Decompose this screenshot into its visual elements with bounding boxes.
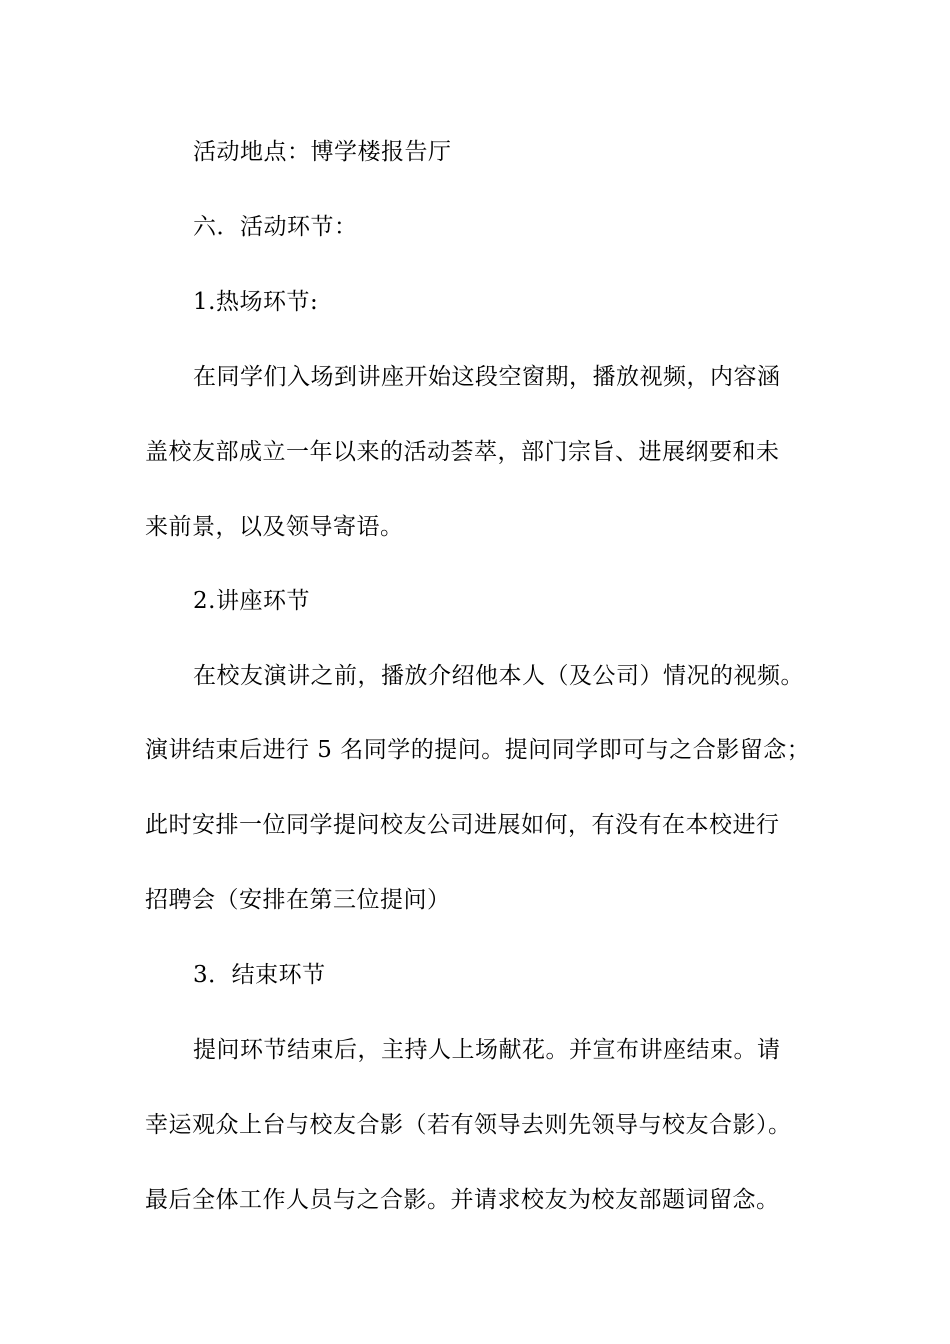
paragraph-warmup-line-1: 在同学们入场到讲座开始这段空窗期，播放视频，内容涵 [193,364,781,390]
subheading-warmup: 1.热场环节: [193,289,319,315]
paragraph-lecture-line-1: 在校友演讲之前，播放介绍他本人（及公司）情况的视频。 [193,663,804,689]
paragraph-warmup-line-3: 来前景，以及领导寄语。 [145,514,404,540]
paragraph-lecture-line-3: 此时安排一位同学提问校友公司进展如何，有没有在本校进行 [145,812,780,838]
subheading-closing: 3．结束环节 [193,962,326,988]
paragraph-lecture-line-4: 招聘会（安排在第三位提问） [145,887,451,913]
paragraph-closing-line-2: 幸运观众上台与校友合影（若有领导去则先领导与校友合影）。 [145,1112,792,1138]
section-heading-activity-steps: 六．活动环节： [193,214,358,240]
paragraph-closing-line-3: 最后全体工作人员与之合影。并请求校友为校友部题词留念。 [145,1187,780,1213]
venue-line: 活动地点：博学楼报告厅 [193,139,452,165]
paragraph-closing-line-1: 提问环节结束后，主持人上场献花。并宣布讲座结束。请 [193,1037,781,1063]
paragraph-warmup-line-2: 盖校友部成立一年以来的活动荟萃，部门宗旨、进展纲要和未 [145,439,780,465]
subheading-lecture: 2.讲座环节 [193,588,310,614]
paragraph-lecture-line-2: 演讲结束后进行 5 名同学的提问。提问同学即可与之合影留念； [145,737,811,763]
